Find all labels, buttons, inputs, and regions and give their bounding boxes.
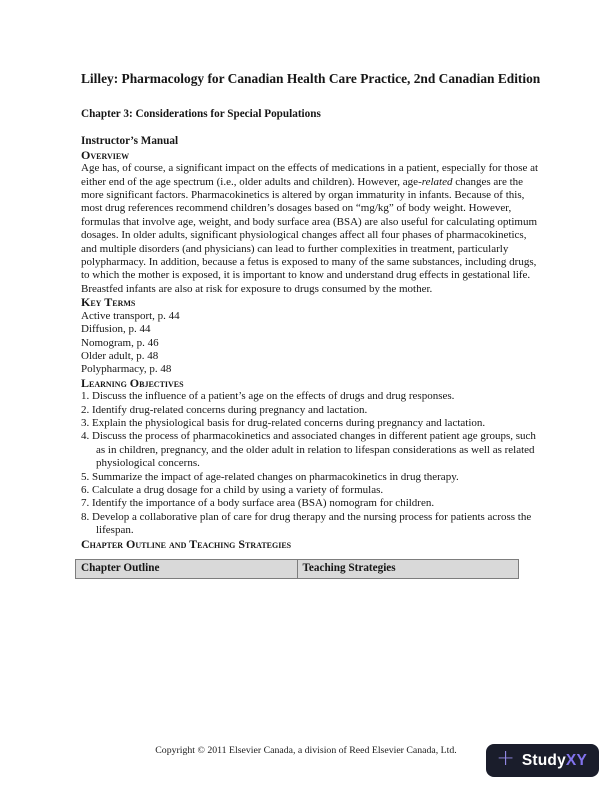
page-title: Lilley: Pharmacology for Canadian Health Care Practice, 2nd Canadian Edition	[81, 71, 541, 86]
overview-paragraph	[81, 162, 542, 296]
overview-text-part1: Age has, of course, a significant impact on the effects of medications in a patient, especially for those at either end of the age spectrum (i.e., older adults and children). However, age-	[81, 162, 539, 188]
objective-item: 8. Develop a collaborative plan of care for drug therapy and the nursing process for patients across the lifespan.	[81, 510, 532, 537]
overview-text-part2: changes are the more significant factors. Pharmacokinetics is altered by organ immaturity in infants. Because of this, most drug references recommend children’s dosages based on “mg/kg” of body weight. However, formulas that involve age, weight, and body surface area (BSA) are also useful for calculating optimum dosages. In older adults, significant physiological changes affect all four phases of pharmacokinetics, and multiple disorders (and physicians) can lead to further complexities in treatment, particularly polypharmacy. In addition, because a fetus is exposed to many of the same substances, including drugs, to which the mother is exposed, it is important to know and understand drug effects in gestational life. Breastfed infants are also at risk for exposure to drugs consumed by the mother.	[81, 175, 538, 295]
objective-item: 5. Summarize the impact of age-related changes on pharmacokinetics in drug therapy.	[81, 470, 459, 483]
manual-heading: Instructor’s Manual	[81, 135, 179, 148]
key-term-item: Nomogram, p. 46	[81, 336, 159, 349]
objective-item: 3. Explain the physiological basis for drug-related concerns during pregnancy and lactation.	[81, 416, 486, 429]
objective-item: 1. Discuss the influence of a patient’s age on the effects of drugs and drug responses.	[81, 390, 455, 403]
key-terms-list	[81, 310, 542, 377]
chapter-heading: Chapter 3: Considerations for Special Populations	[81, 108, 321, 120]
logo-text-xy: XY	[565, 751, 587, 769]
key-term-item: Older adult, p. 48	[81, 349, 159, 362]
objective-item: 2. Identify drug-related concerns during pregnancy and lactation.	[81, 403, 368, 416]
objective-item: 6. Calculate a drug dosage for a child by using a variety of formulas.	[81, 483, 384, 496]
table-header-chapter-outline: Chapter Outline	[76, 560, 298, 579]
key-term-item: Diffusion, p. 44	[81, 323, 151, 336]
objective-item: 4. Discuss the process of pharmacokinetics and associated changes in different patient age groups, such as in children, pregnancy, and the older adult in relation to lifespan considerations as well as related physiological concerns.	[81, 430, 536, 470]
logo-text-study: Study	[521, 751, 566, 769]
learning-objectives-section-heading: Learning Objectives	[81, 375, 184, 390]
studyxy-logo[interactable]	[486, 744, 599, 777]
overview-italic-word: related	[421, 175, 453, 188]
table-header-row	[76, 560, 519, 579]
objective-item: 7. Identify the importance of a body surface area (BSA) nomogram for children.	[81, 497, 435, 510]
key-terms-section-heading: Key Terms	[81, 295, 136, 310]
learning-objectives-list	[81, 390, 542, 537]
page-content	[81, 71, 542, 579]
table-header-teaching-strategies: Teaching Strategies	[297, 560, 519, 579]
copyright-text: Copyright © 2011 Elsevier Canada, a division of Reed Elsevier Canada, Ltd.	[155, 745, 457, 756]
key-term-item: Polypharmacy, p. 48	[81, 363, 172, 376]
studyxy-logo-text	[522, 753, 587, 769]
chapter-outline-table	[75, 559, 519, 579]
key-term-item: Active transport, p. 44	[81, 309, 180, 322]
chapter-outline-section-heading: Chapter Outline and Teaching Strategies	[81, 536, 292, 551]
plus-icon: +	[496, 746, 515, 771]
overview-section-heading: Overview	[81, 147, 130, 162]
